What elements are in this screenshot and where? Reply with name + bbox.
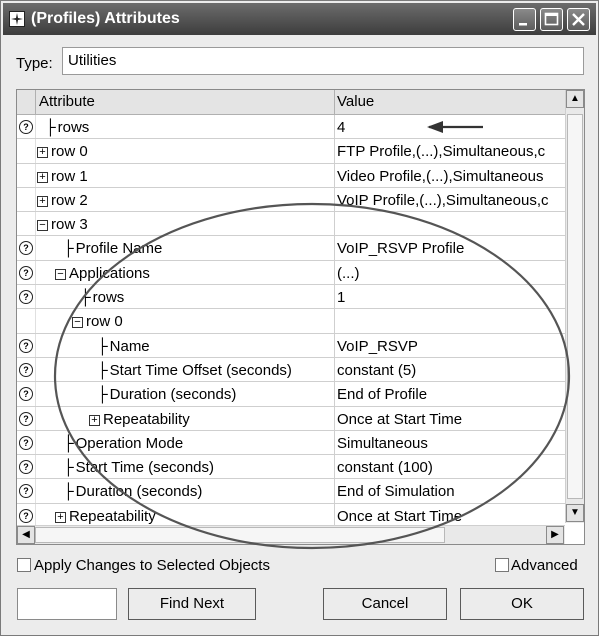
table-row[interactable]: [17, 285, 565, 309]
attribute-label: Duration (seconds): [75, 483, 203, 501]
header-attribute[interactable]: Attribute: [39, 93, 95, 110]
attribute-label: Start Time (seconds): [75, 459, 215, 477]
vertical-scroll-thumb[interactable]: [567, 114, 583, 499]
attribute-name: [89, 411, 190, 428]
horizontal-scroll-thumb[interactable]: [35, 527, 445, 543]
attribute-name: [80, 289, 124, 306]
table-row[interactable]: [17, 139, 565, 163]
help-icon[interactable]: ?: [19, 387, 33, 401]
table-row[interactable]: [17, 188, 565, 212]
attribute-name: [72, 313, 123, 330]
table-row[interactable]: [17, 407, 565, 431]
table-row[interactable]: [17, 236, 565, 260]
expand-icon[interactable]: +: [37, 147, 48, 158]
attribute-value[interactable]: constant (100): [337, 459, 433, 477]
horizontal-scrollbar[interactable]: [17, 525, 565, 545]
expand-icon[interactable]: +: [37, 196, 48, 207]
find-input[interactable]: [17, 588, 117, 620]
attribute-name: [97, 338, 150, 355]
tree-branch-icon: ├: [97, 361, 108, 379]
help-icon[interactable]: ?: [19, 120, 33, 134]
table-header: [17, 90, 565, 115]
help-icon[interactable]: ?: [19, 509, 33, 523]
table-row[interactable]: [17, 455, 565, 479]
table-row[interactable]: [17, 358, 565, 382]
app-icon: [9, 11, 25, 27]
tree-branch-icon: ├: [80, 289, 91, 307]
scroll-down-button[interactable]: ▼: [566, 504, 584, 522]
attributes-table[interactable]: [16, 89, 585, 545]
attribute-value[interactable]: End of Simulation: [337, 483, 455, 501]
expand-icon[interactable]: +: [55, 512, 66, 523]
attribute-label: Applications: [69, 264, 150, 282]
attribute-label: rows: [92, 289, 125, 307]
attribute-name: [45, 119, 89, 136]
collapse-icon[interactable]: −: [37, 220, 48, 231]
apply-changes-checkbox[interactable]: [17, 558, 31, 572]
scroll-up-button[interactable]: ▲: [566, 90, 584, 108]
find-next-button[interactable]: Find Next: [128, 588, 256, 620]
expand-icon[interactable]: +: [37, 172, 48, 183]
vertical-scrollbar[interactable]: [565, 90, 585, 523]
attribute-value[interactable]: VoIP Profile,(...),Simultaneous,c: [337, 191, 549, 209]
table-row[interactable]: [17, 334, 565, 358]
advanced-checkbox[interactable]: [495, 558, 509, 572]
collapse-icon[interactable]: −: [72, 317, 83, 328]
cancel-button[interactable]: Cancel: [323, 588, 447, 620]
scroll-left-button[interactable]: ◀: [17, 526, 35, 544]
table-row[interactable]: [17, 309, 565, 333]
tree-branch-icon: ├: [63, 240, 74, 258]
help-icon[interactable]: ?: [19, 436, 33, 450]
help-icon[interactable]: ?: [19, 363, 33, 377]
table-row[interactable]: [17, 382, 565, 406]
attribute-name: [37, 143, 88, 160]
attribute-label: row 3: [51, 216, 88, 234]
title-bar[interactable]: [3, 3, 596, 35]
ok-button[interactable]: OK: [460, 588, 584, 620]
attribute-name: [37, 168, 88, 185]
header-value[interactable]: Value: [337, 93, 375, 110]
tree-branch-icon: ├: [63, 483, 74, 501]
attribute-name: [55, 265, 150, 282]
attribute-label: Start Time Offset (seconds): [109, 361, 292, 379]
help-icon[interactable]: ?: [19, 339, 33, 353]
attribute-label: row 0: [51, 143, 88, 161]
help-icon[interactable]: ?: [19, 484, 33, 498]
attribute-label: Repeatability: [103, 410, 190, 428]
attribute-label: row 0: [86, 313, 123, 331]
help-icon[interactable]: ?: [19, 460, 33, 474]
attribute-name: [63, 483, 202, 500]
tree-branch-icon: ├: [63, 459, 74, 477]
expand-icon[interactable]: +: [89, 415, 100, 426]
attribute-name: [97, 386, 236, 403]
table-body: [17, 115, 565, 528]
table-row[interactable]: [17, 164, 565, 188]
attribute-label: Operation Mode: [75, 434, 184, 452]
attribute-value[interactable]: 1: [337, 289, 346, 307]
type-label: Type:: [16, 55, 53, 72]
attribute-value[interactable]: VoIP_RSVP: [337, 337, 418, 355]
attribute-name: [55, 508, 156, 525]
close-icon: [568, 9, 589, 30]
attribute-value[interactable]: 4: [337, 119, 346, 136]
collapse-icon[interactable]: −: [55, 269, 66, 280]
maximize-icon: [541, 9, 562, 30]
attribute-label: Profile Name: [75, 240, 163, 258]
attribute-name: [63, 435, 183, 452]
apply-changes-label[interactable]: Apply Changes to Selected Objects: [34, 557, 270, 574]
table-row[interactable]: [17, 479, 565, 503]
help-icon[interactable]: ?: [19, 290, 33, 304]
help-icon[interactable]: ?: [19, 266, 33, 280]
attribute-label: Repeatability: [69, 507, 156, 525]
attribute-value[interactable]: (...): [337, 264, 360, 282]
attribute-label: Duration (seconds): [109, 386, 237, 404]
tree-branch-icon: ├: [63, 434, 74, 452]
tree-branch-icon: ├: [45, 119, 56, 136]
scroll-right-button[interactable]: ▶: [546, 526, 564, 544]
window-title: (Profiles) Attributes: [31, 10, 180, 27]
attribute-value[interactable]: Once at Start Time: [337, 410, 463, 428]
table-row[interactable]: [17, 261, 565, 285]
attribute-value[interactable]: Simultaneous: [337, 434, 428, 452]
attribute-label: rows: [57, 119, 90, 136]
attribute-name: [63, 459, 214, 476]
maximize-button[interactable]: [540, 8, 563, 31]
attribute-value[interactable]: Once at Start Time: [337, 507, 463, 525]
attribute-label: row 2: [51, 191, 88, 209]
attribute-value[interactable]: constant (5): [337, 361, 417, 379]
attribute-name: [37, 192, 88, 209]
attribute-name: [37, 216, 88, 233]
type-field[interactable]: Utilities: [62, 47, 584, 75]
attribute-value[interactable]: End of Profile: [337, 386, 428, 404]
help-icon[interactable]: ?: [19, 241, 33, 255]
tree-branch-icon: ├: [97, 386, 108, 404]
minimize-button[interactable]: [513, 8, 536, 31]
help-icon[interactable]: ?: [19, 412, 33, 426]
advanced-label[interactable]: Advanced: [511, 557, 578, 574]
minimize-icon: [514, 9, 535, 30]
attribute-label: row 1: [51, 167, 88, 185]
table-row[interactable]: [17, 431, 565, 455]
tree-branch-icon: ├: [97, 337, 108, 355]
table-row[interactable]: [17, 115, 565, 139]
attribute-value[interactable]: Video Profile,(...),Simultaneous: [337, 167, 544, 185]
attribute-value[interactable]: FTP Profile,(...),Simultaneous,c: [337, 143, 546, 161]
attribute-label: Name: [109, 337, 150, 355]
table-row[interactable]: [17, 212, 565, 236]
close-button[interactable]: [567, 8, 590, 31]
attribute-name: [63, 240, 162, 257]
attribute-name: [97, 362, 292, 379]
attribute-value[interactable]: VoIP_RSVP Profile: [337, 240, 465, 258]
